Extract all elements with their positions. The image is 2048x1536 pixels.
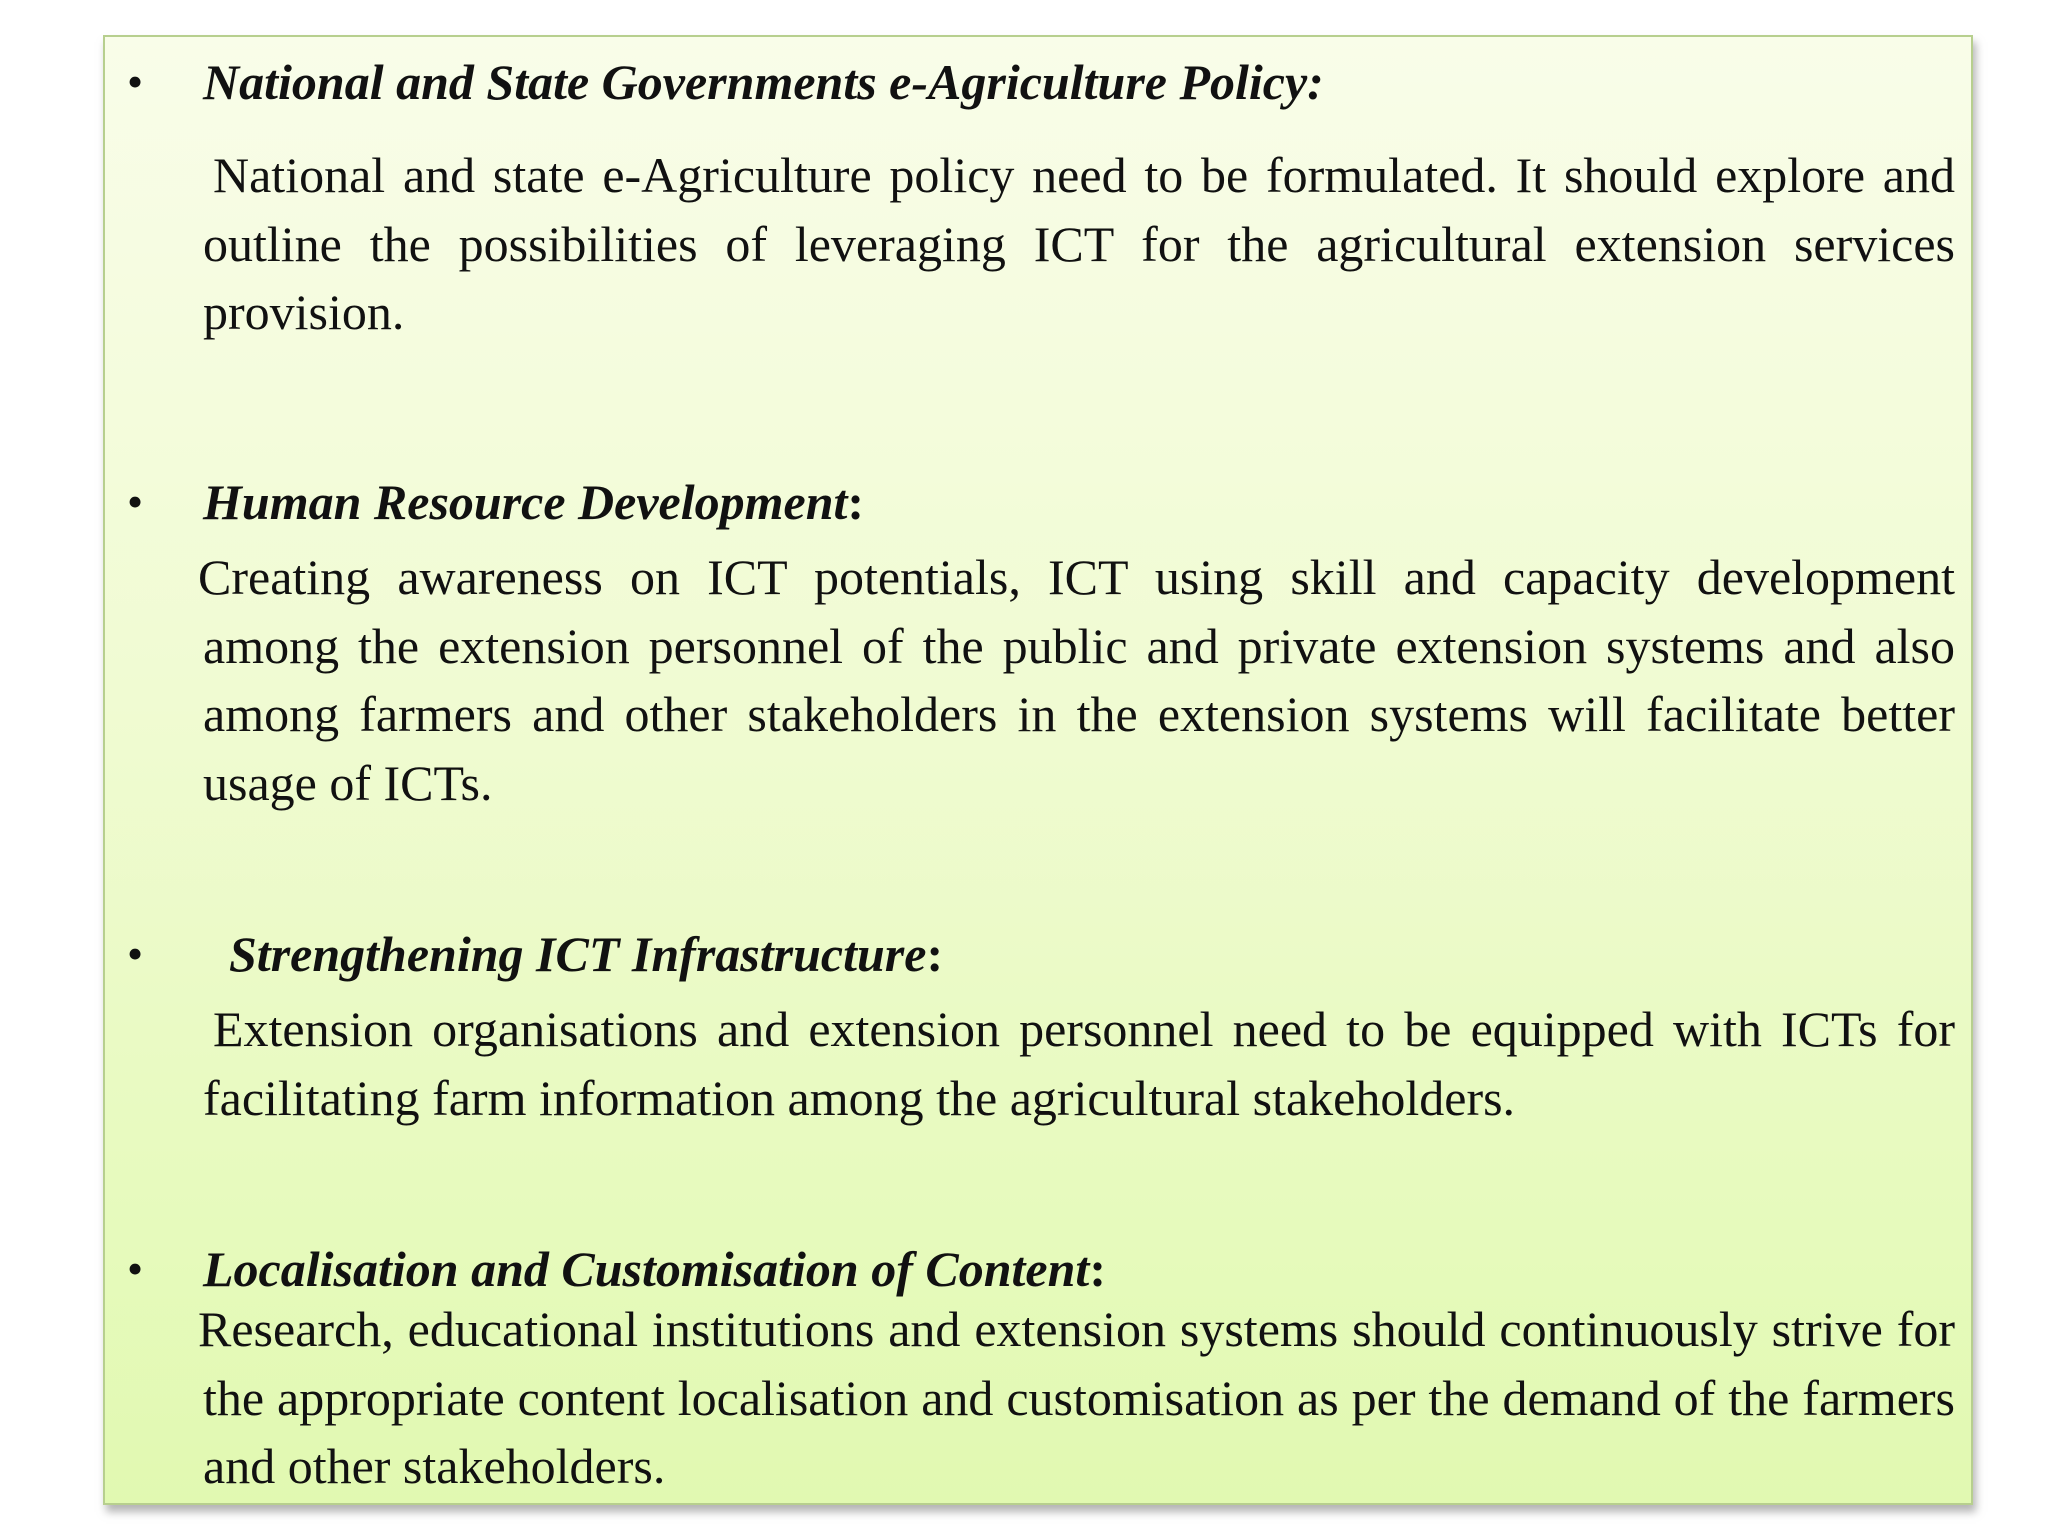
- heading-text: Human Resource Development: [203, 474, 848, 530]
- section-body: Research, educational institutions and extension systems should continuously strive for the appropriate content localisation and customisation as per the demand of the farmers and other stakeholders.: [198, 1301, 1955, 1494]
- heading-suffix: :: [847, 474, 865, 530]
- bullet-icon: •: [127, 476, 144, 527]
- bullet-icon: •: [127, 928, 144, 979]
- section-heading: [229, 923, 943, 985]
- bullet-line: [105, 923, 1971, 985]
- section-heading: [203, 51, 1324, 113]
- bullet-icon: •: [127, 1243, 144, 1294]
- section-heading: [203, 1238, 1106, 1300]
- section-body: National and state e-Agriculture policy need to be formulated. It should explore and outline the possibilities of leveraging ICT for the agricultural extension services provision.: [203, 147, 1955, 340]
- section-heading: [203, 471, 864, 533]
- section-body: Creating awareness on ICT potentials, ICT using skill and capacity development among the extension personnel of the public and private extension systems and also among farmers and other stakeholders in the extension systems will facilitate better usage of ICTs.: [198, 549, 1955, 811]
- heading-suffix: :: [1089, 1241, 1106, 1297]
- section-body: Extension organisations and extension personnel need to be equipped with ICTs for facilitating farm information among the agricultural stakeholders.: [203, 1001, 1955, 1126]
- bullet-line: [105, 51, 1971, 113]
- bullet-line: [105, 1238, 1971, 1300]
- heading-text: Strengthening ICT Infrastructure: [229, 926, 927, 982]
- content-panel: [103, 35, 1973, 1505]
- bullet-line: [105, 471, 1971, 533]
- heading-suffix: :: [926, 926, 944, 982]
- bullet-icon: •: [127, 56, 144, 107]
- heading-text: Localisation and Customisation of Content: [203, 1241, 1090, 1297]
- heading-text: National and State Governments e-Agriculture Policy:: [203, 54, 1324, 110]
